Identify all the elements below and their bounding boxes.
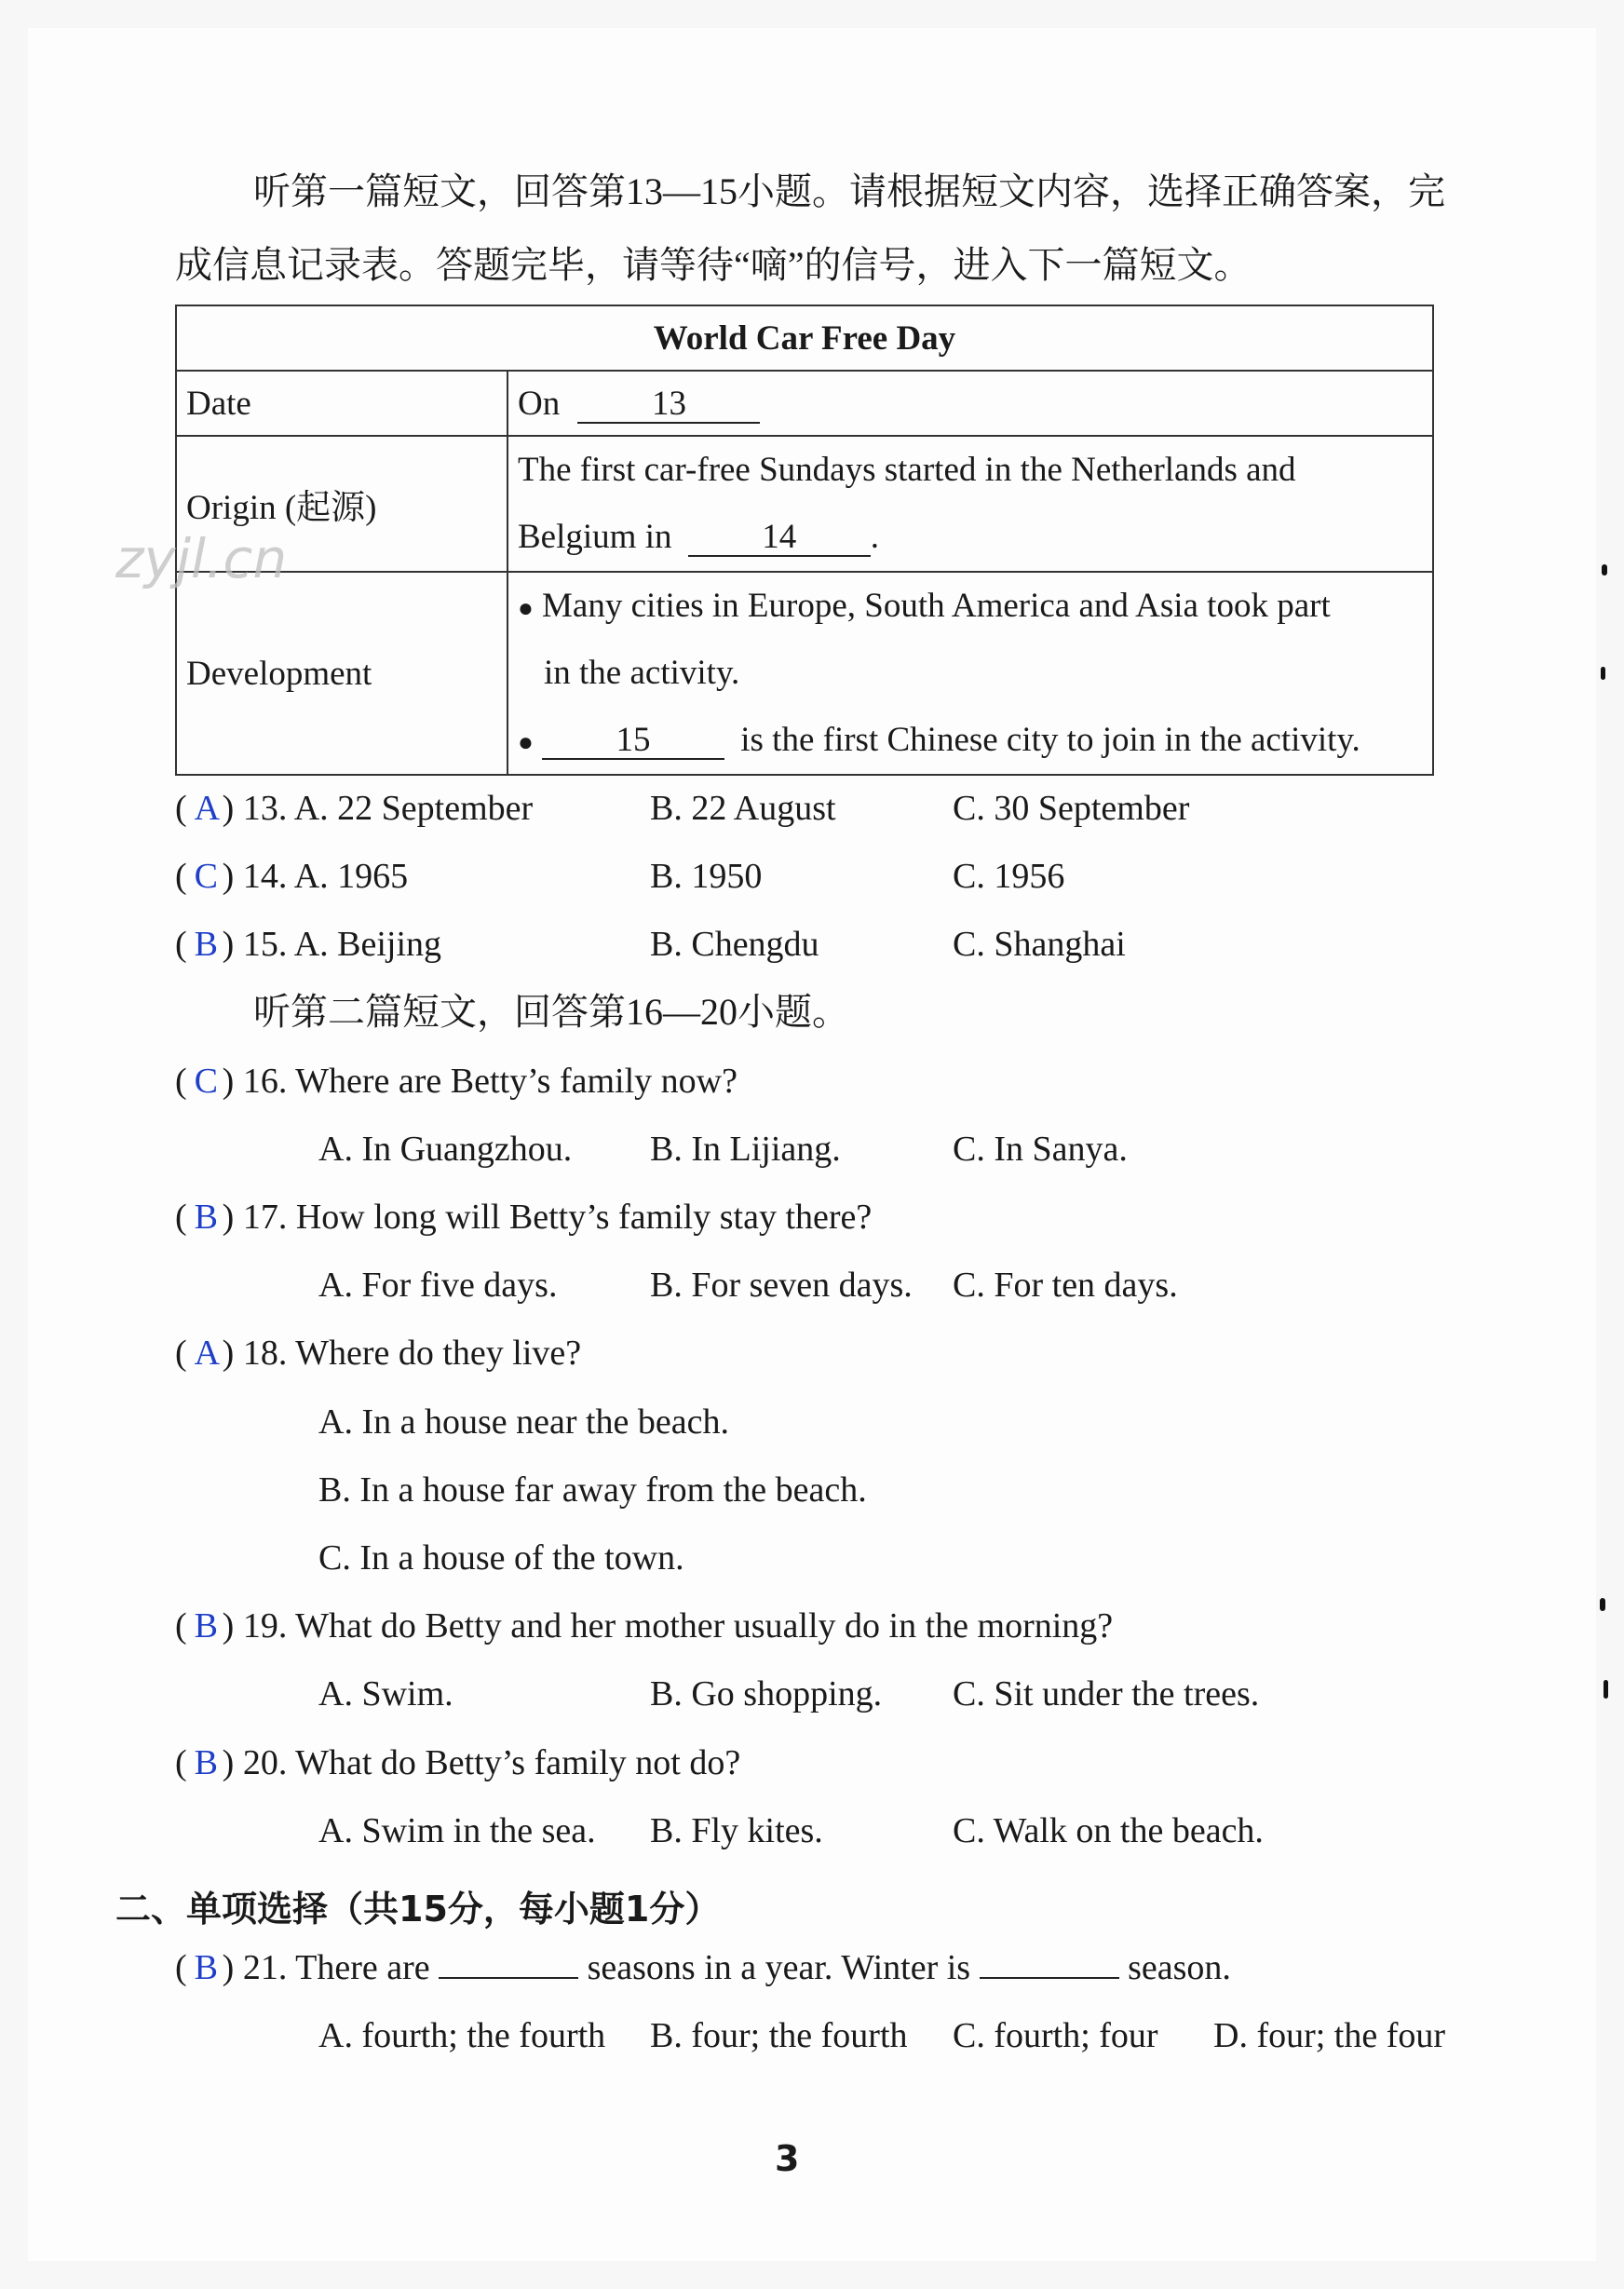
option: A. fourth; the fourth — [318, 2016, 606, 2055]
option: C. For ten days. — [953, 1266, 1178, 1305]
blank-line — [980, 1977, 1119, 1979]
blank-13: 13 — [577, 386, 760, 424]
option: C. 1956 — [953, 857, 1065, 896]
option: B. In a house far away from the beach. — [318, 1470, 867, 1510]
origin-suffix: . — [870, 518, 879, 556]
option: A. In Guangzhou. — [318, 1130, 573, 1169]
table-title: World Car Free Day — [176, 305, 1433, 371]
paren-close: ) — [222, 857, 235, 896]
option: C. 30 September — [953, 789, 1190, 828]
scan-speck — [1602, 564, 1607, 576]
answer-mark: B — [194, 1198, 219, 1237]
answer-mark: C — [194, 857, 219, 896]
scan-speck — [1600, 1598, 1605, 1611]
question-stem-a: 21. There are — [242, 1948, 430, 1987]
intro-line-2: 成信息记录表。答题完毕，请等待“嘀”的信号，进入下一篇短文。 — [175, 244, 1252, 286]
blank-14: 14 — [688, 520, 871, 557]
dev-bullet-1-text: Many cities in Europe, South America and Asia took part — [542, 587, 1331, 625]
option: A. In a house near the beach. — [318, 1402, 730, 1442]
option: B. For seven days. — [650, 1266, 913, 1305]
blank-line — [439, 1977, 578, 1979]
question-14 — [175, 858, 408, 895]
paren-open: ( — [175, 1334, 187, 1373]
question-stem: 17. How long will Betty’s family stay there? — [242, 1198, 873, 1237]
option: D. four; the four — [1213, 2016, 1446, 2055]
question-13 — [175, 790, 533, 827]
question-stem: 15. A. Beijing — [242, 925, 442, 964]
paren-close: ) — [222, 1606, 235, 1646]
section-suffix: 分） — [649, 1889, 721, 1930]
question-stem-b: seasons in a year. Winter is — [587, 1948, 971, 1987]
question-17 — [175, 1199, 872, 1236]
paren-open: ( — [175, 1743, 187, 1782]
question-18 — [175, 1334, 581, 1372]
intro-2: 听第二篇短文，回答第16—20小题。 — [253, 991, 849, 1033]
scan-speck — [1604, 1680, 1608, 1699]
paren-close: ) — [222, 1198, 235, 1237]
section-each: 1 — [624, 1889, 650, 1930]
row-content — [508, 572, 1433, 775]
row-content — [508, 436, 1433, 572]
row-label: Date — [176, 371, 508, 436]
question-20 — [175, 1744, 740, 1781]
table-row-origin — [176, 436, 1433, 572]
table-row-date — [176, 371, 1433, 436]
answer-mark: B — [194, 1606, 219, 1646]
question-19 — [175, 1607, 1113, 1645]
origin-prefix: Belgium in — [518, 518, 672, 556]
scan-speck — [1601, 667, 1605, 680]
paren-close: ) — [222, 1948, 235, 1987]
paren-close: ) — [222, 789, 235, 828]
option: A. Swim. — [318, 1674, 453, 1713]
row-content — [508, 371, 1433, 436]
question-stem: 14. A. 1965 — [242, 857, 409, 896]
origin-line-1: The first car-free Sundays started in the Netherlands and — [518, 451, 1296, 489]
origin-line-2 — [518, 504, 1423, 571]
intro-line-1: 听第一篇短文，回答第13—15小题。请根据短文内容，选择正确答案，完 — [253, 170, 1445, 212]
paren-open: ( — [175, 1198, 187, 1237]
paren-close: ) — [222, 1062, 235, 1101]
dev-bullet-1-cont: in the activity. — [544, 654, 740, 692]
option: C. In Sanya. — [953, 1130, 1128, 1169]
paren-open: ( — [175, 789, 187, 828]
dev-bullet-2 — [518, 707, 1423, 774]
table-row-development — [176, 572, 1433, 775]
option: B. In Lijiang. — [650, 1130, 841, 1169]
option: C. Shanghai — [953, 925, 1126, 964]
option: B. Chengdu — [650, 925, 819, 964]
section-prefix: 二、单项选择（共 — [115, 1889, 399, 1930]
date-prefix: On — [518, 384, 561, 423]
dev-bullet-2-text: is the first Chinese city to join in the activity. — [740, 721, 1360, 759]
paren-open: ( — [175, 1606, 187, 1646]
answer-mark: A — [194, 789, 221, 828]
section-mid: 分，每小题 — [447, 1889, 625, 1930]
option: C. Sit under the trees. — [953, 1674, 1260, 1713]
question-16 — [175, 1063, 738, 1100]
answer-mark: C — [194, 1062, 219, 1101]
page-number: 3 — [775, 2138, 800, 2179]
option: B. 22 August — [650, 789, 836, 828]
question-stem: 16. Where are Betty’s family now? — [242, 1062, 738, 1101]
option: B. 1950 — [650, 857, 763, 896]
option: B. four; the fourth — [650, 2016, 908, 2055]
paren-close: ) — [222, 925, 235, 964]
option: A. Swim in the sea. — [318, 1811, 596, 1850]
blank-15: 15 — [542, 723, 724, 760]
paren-open: ( — [175, 925, 187, 964]
question-21 — [175, 1949, 1231, 1986]
paren-close: ) — [222, 1743, 235, 1782]
paren-open: ( — [175, 1062, 187, 1101]
option: B. Fly kites. — [650, 1811, 823, 1850]
question-stem-c: season. — [1128, 1948, 1231, 1987]
bullet-icon: ● — [518, 728, 534, 757]
paren-open: ( — [175, 1948, 187, 1987]
option: B. Go shopping. — [650, 1674, 883, 1713]
option: C. Walk on the beach. — [953, 1811, 1264, 1850]
answer-mark: B — [194, 925, 219, 964]
question-stem: 20. What do Betty’s family not do? — [242, 1743, 741, 1782]
answer-mark: B — [194, 1948, 219, 1987]
answer-mark: A — [194, 1334, 221, 1373]
question-stem: 18. Where do they live? — [242, 1334, 582, 1373]
section-points: 15 — [399, 1889, 448, 1930]
info-table — [175, 305, 1434, 776]
question-15 — [175, 926, 441, 963]
dev-bullet-1 — [518, 573, 1423, 640]
option: C. In a house of the town. — [318, 1538, 684, 1578]
paren-open: ( — [175, 857, 187, 896]
section-heading — [115, 1880, 720, 1931]
question-stem: 19. What do Betty and her mother usually do in the morning? — [242, 1606, 1114, 1646]
row-label: Origin (起源) — [176, 436, 508, 572]
answer-mark: B — [194, 1743, 219, 1782]
paren-close: ) — [222, 1334, 235, 1373]
option: C. fourth; four — [953, 2016, 1158, 2055]
option: A. For five days. — [318, 1266, 558, 1305]
bullet-icon: ● — [518, 594, 534, 623]
row-label: Development — [176, 572, 508, 775]
watermark: zyjl.cn — [115, 527, 288, 590]
question-stem: 13. A. 22 September — [242, 789, 534, 828]
